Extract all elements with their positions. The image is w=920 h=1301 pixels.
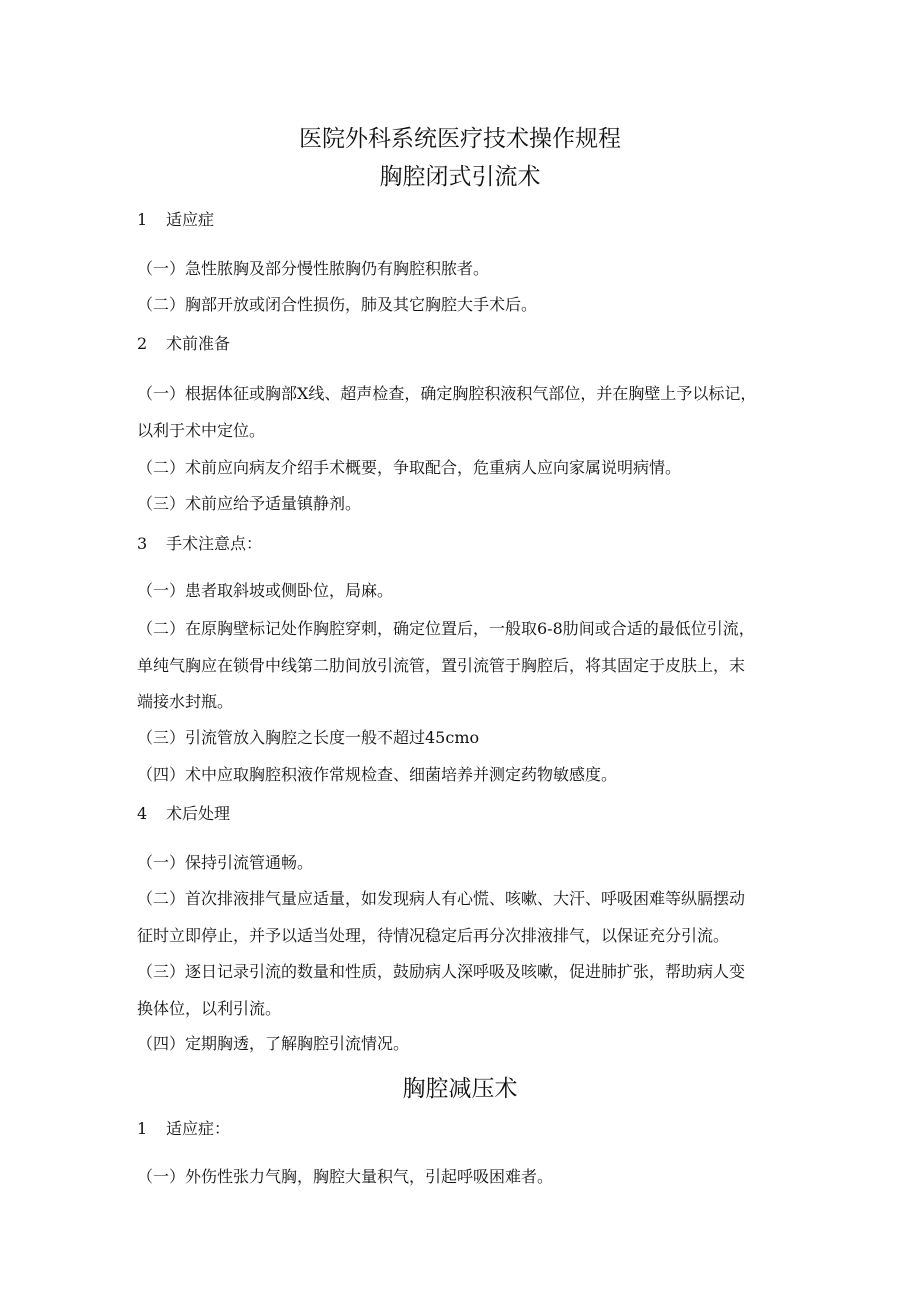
heading-indications [137, 1117, 230, 1141]
heading-text: 术后处理 [166, 804, 231, 823]
paragraph: （三）术前应给予适量镇静剂。 [137, 494, 362, 513]
heading-text: 适应症 [166, 210, 215, 229]
heading-number: 2 [137, 334, 148, 353]
paragraph: （一）外伤性张力气胸，胸腔大量积气，引起呼吸困难者。 [137, 1167, 554, 1186]
paragraph: （一）急性脓胸及部分慢性脓胸仍有胸腔积脓者。 [137, 259, 490, 278]
heading-indications [137, 208, 214, 232]
paragraph-line: 以利于术中定位。 [137, 421, 266, 440]
heading-number: 1 [137, 1119, 148, 1138]
paragraph: （一）保持引流管通畅。 [137, 853, 314, 872]
heading-postop-care [137, 802, 230, 826]
paragraph: （二）胸部开放或闭合性损伤，肺及其它胸腔大手术后。 [137, 295, 538, 314]
heading-text: 手术注意点： [166, 534, 263, 553]
paragraph-line: （二）在原胸壁标记处作胸腔穿刺，确定位置后，一般取6-8肋间或合适的最低位引流， [137, 619, 755, 638]
main-title: 医院外科系统医疗技术操作规程 [299, 126, 621, 152]
paragraph-line: 换体位，以利引流。 [137, 999, 282, 1018]
paragraph-line: （二）首次排液排气量应适量，如发现病人有心慌、咳嗽、大汗、呼吸困难等纵膈摆动 [137, 889, 746, 908]
heading-preop-prep [137, 332, 230, 356]
paragraph-line: 征时立即停止，并予以适当处理，待情况稳定后再分次排液排气，以保证充分引流。 [137, 926, 730, 945]
paragraph: （三）引流管放入胸腔之长度一般不超过45cmo [137, 728, 480, 747]
section-title-decompression: 胸腔减压术 [402, 1076, 518, 1102]
section-title-closed-drainage: 胸腔闭式引流术 [379, 164, 541, 190]
paragraph: （一）患者取斜坡或侧卧位，局麻。 [137, 581, 394, 600]
paragraph: （四）术中应取胸腔积液作常规检查、细菌培养并测定药物敏感度。 [137, 765, 618, 784]
heading-text: 适应症： [166, 1119, 231, 1138]
paragraph-line: （一）根据体征或胸部X线、超声检查，确定胸腔积液积气部位，并在胸壁上予以标记， [137, 384, 757, 403]
heading-number: 1 [137, 210, 148, 229]
heading-number: 4 [137, 804, 148, 823]
paragraph-line: 单纯气胸应在锁骨中线第二肋间放引流管，置引流管于胸腔后，将其固定于皮肤上，末 [137, 656, 746, 675]
paragraph-line: 端接水封瓶。 [137, 692, 234, 711]
paragraph-line: （三）逐日记录引流的数量和性质，鼓励病人深呼吸及咳嗽，促进肺扩张，帮助病人变 [137, 962, 746, 981]
paragraph: （四）定期胸透，了解胸腔引流情况。 [137, 1034, 410, 1053]
heading-text: 术前准备 [166, 334, 231, 353]
heading-surgical-notes [137, 532, 262, 556]
heading-number: 3 [137, 534, 148, 553]
paragraph: （二）术前应向病友介绍手术概要，争取配合，危重病人应向家属说明病情。 [137, 458, 682, 477]
